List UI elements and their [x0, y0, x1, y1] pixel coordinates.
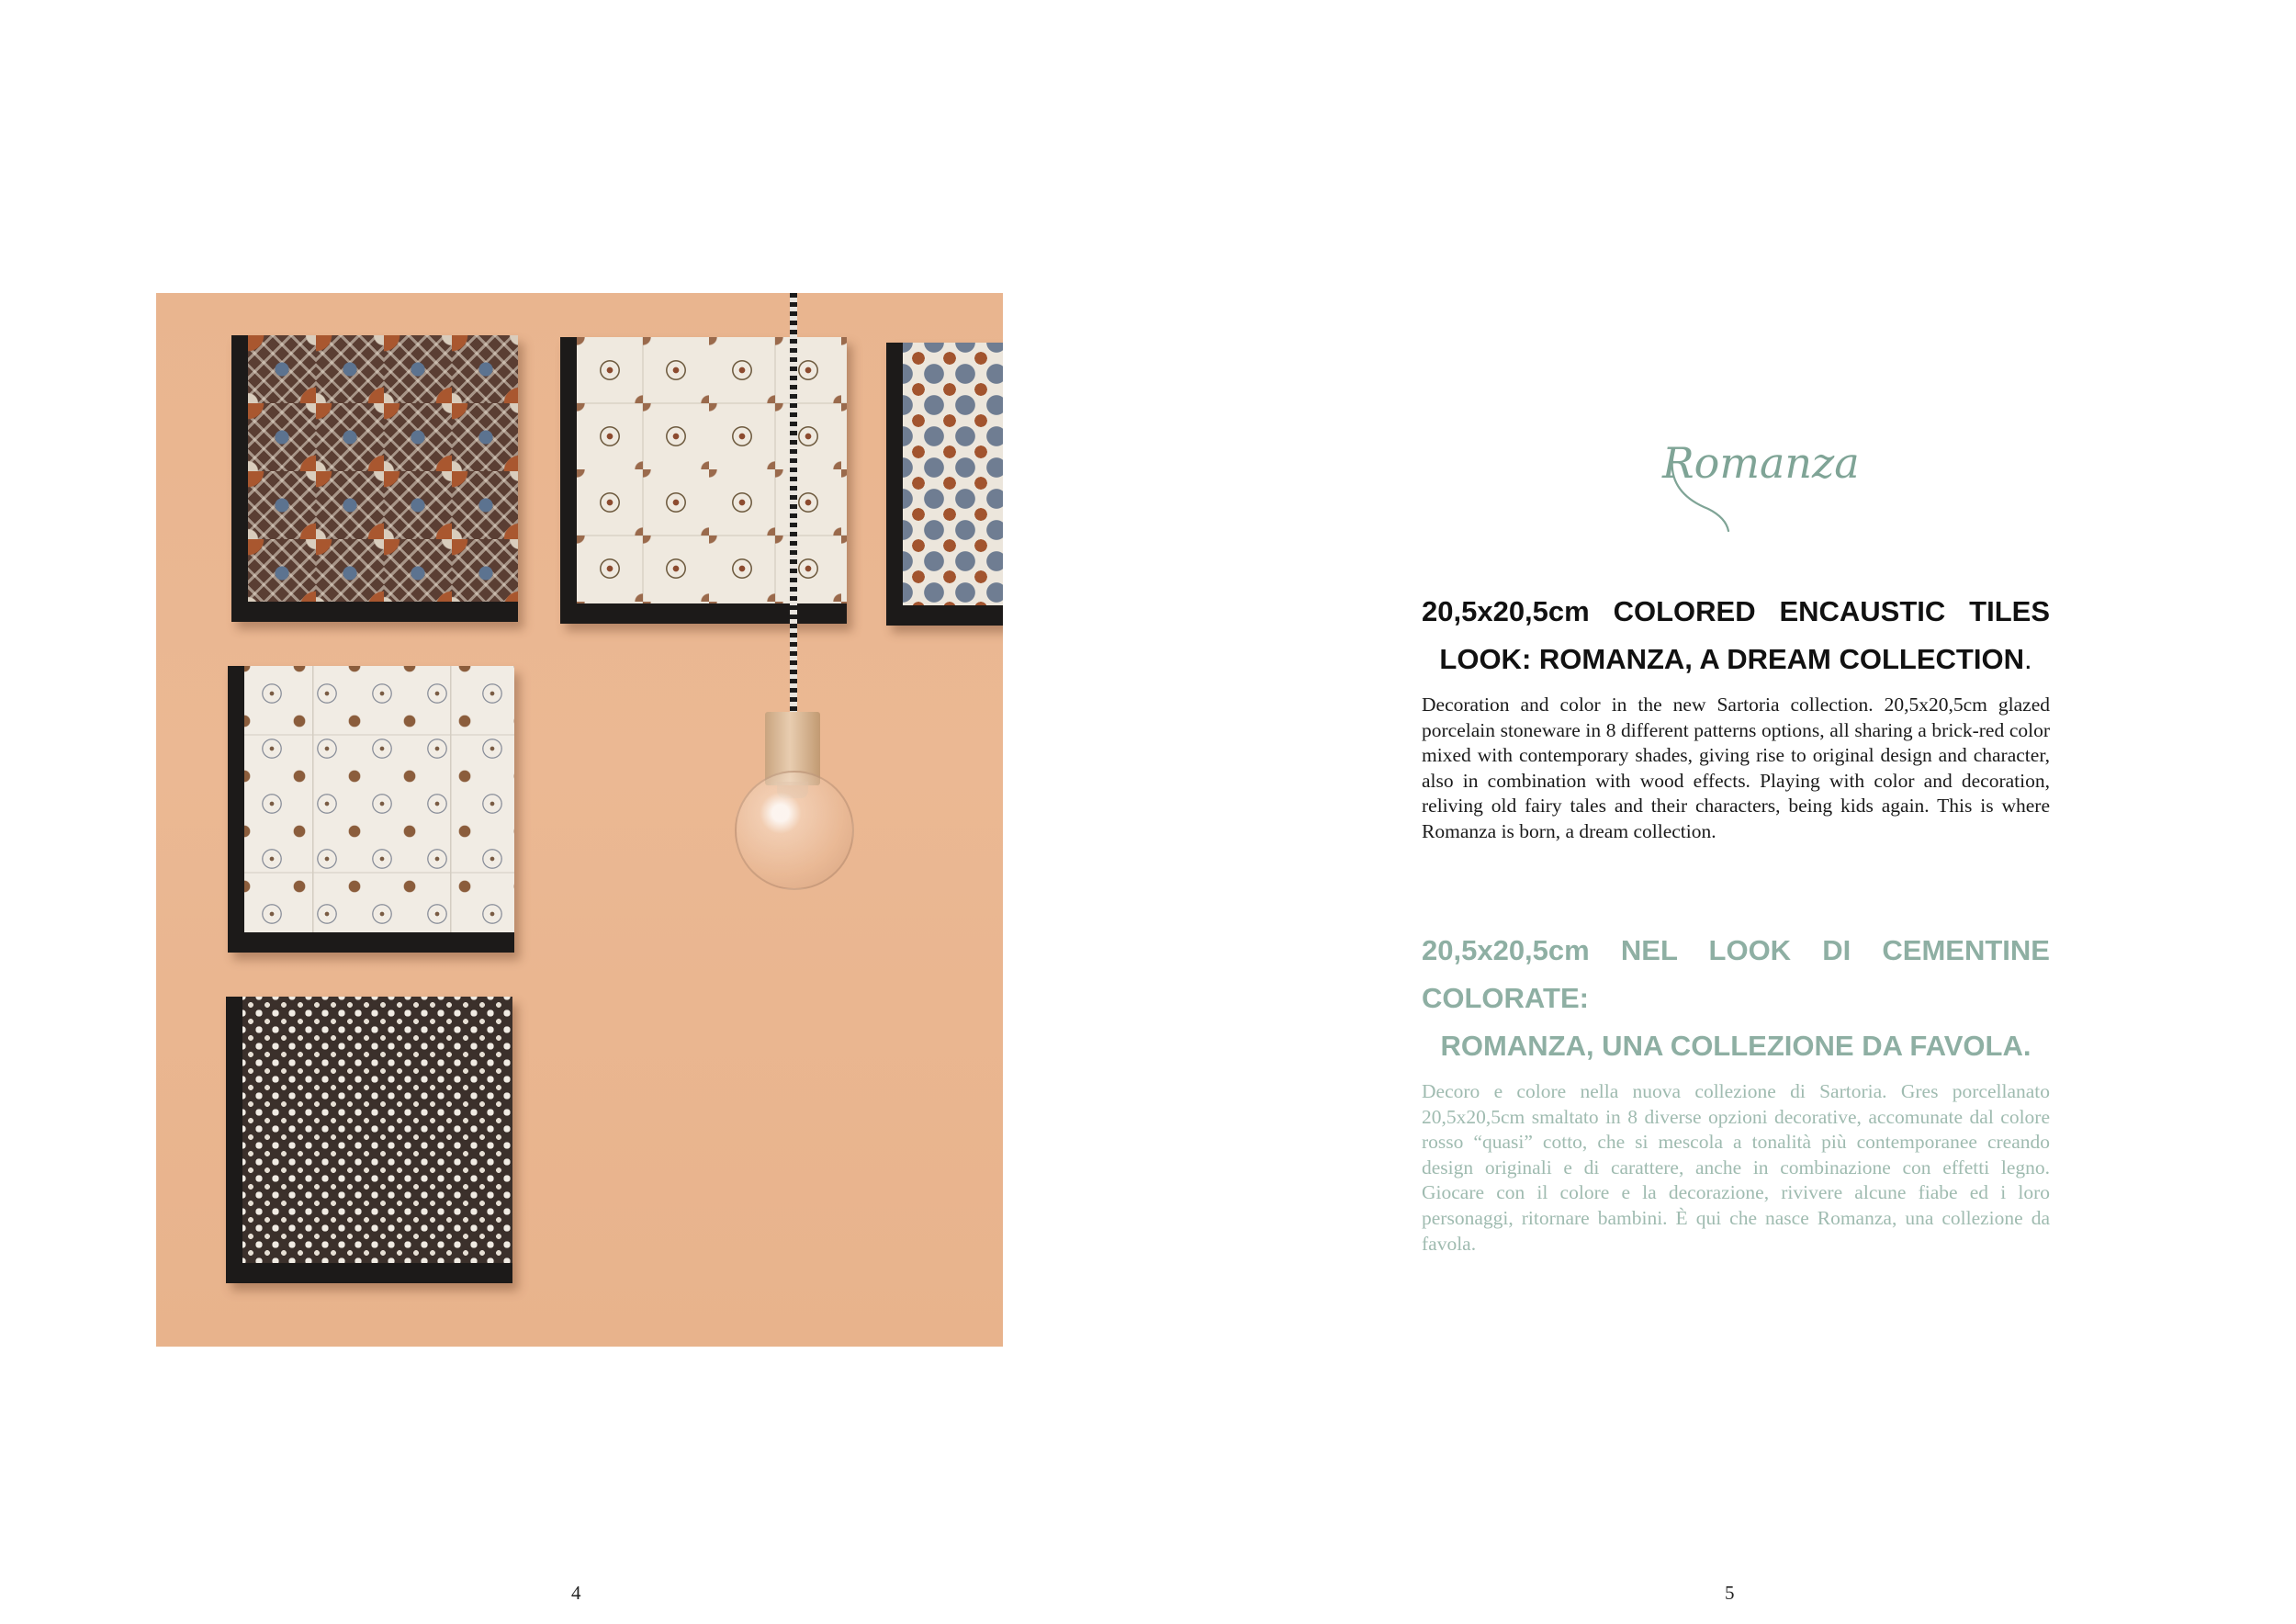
- english-heading: [1422, 588, 2050, 683]
- framed-tile-cream-floral: [560, 337, 847, 624]
- logo-text: Romanza: [1662, 438, 1860, 488]
- romanza-logo-graphic: [1653, 432, 1860, 542]
- product-photo: [156, 293, 1003, 1347]
- english-heading-line2: [1422, 636, 2050, 683]
- framed-tile-lattice: [226, 997, 512, 1283]
- framed-tile-cream-star: [228, 666, 514, 953]
- tile-pattern-diamond: [903, 343, 1003, 605]
- page-number-left: 4: [571, 1582, 581, 1604]
- english-heading-suffix: .: [2023, 643, 2032, 675]
- tile-pattern-cream-star: [244, 666, 514, 932]
- italian-section: [1422, 927, 2050, 1257]
- page-number-right: 5: [1725, 1582, 1735, 1604]
- italian-heading-line1: 20,5x20,5cm NEL LOOK DI CEMENTINE COLORATE:: [1422, 934, 2050, 1014]
- lamp-cord: [790, 293, 797, 712]
- english-body: Decoration and color in the new Sartoria collection. 20,5x20,5cm glazed porcelain stoneware in 8 different patterns options, all sharing a brick-red color mixed with contemporary shades, giving rise to original design and character, also in combination with wood effects. Playing with color and decoration, reliving old fairy tales and their characters, being kids again. This is where Romanza is born, a dream collection.: [1422, 694, 2050, 842]
- framed-tile-diamond: [886, 343, 1003, 626]
- english-heading-line1: 20,5x20,5cm COLORED ENCAUSTIC TILES: [1422, 595, 2050, 627]
- english-section: [1422, 588, 2050, 845]
- light-bulb: [735, 771, 854, 890]
- tile-pattern-lattice: [242, 997, 512, 1263]
- italian-heading-line2: ROMANZA, UNA COLLEZIONE DA FAVOLA.: [1440, 1030, 2032, 1062]
- english-heading-line2-text: LOOK: ROMANZA, A DREAM COLLECTION: [1439, 643, 2024, 675]
- italian-heading: [1422, 927, 2050, 1070]
- italian-body: Decoro e colore nella nuova collezione di Sartoria. Gres porcellanato 20,5x20,5cm smaltato in 8 diverse opzioni decorative, accomunate dal colore rosso “quasi” cotto, che si mescola a tonalità più contemporanee creando design originali e di carattere, anche in combinazione con effetti legno. Giocare con il colore e la decorazione, rivivere alcune fiabe ed i loro personaggi, ritornare bambini. È qui che nasce Romanza, una collezione da favola.: [1422, 1080, 2050, 1255]
- tile-pattern-cream-floral: [577, 337, 847, 603]
- framed-tile-dark-star: [231, 335, 518, 622]
- romanza-logo: [1653, 432, 1860, 542]
- tile-pattern-dark-star: [248, 335, 518, 602]
